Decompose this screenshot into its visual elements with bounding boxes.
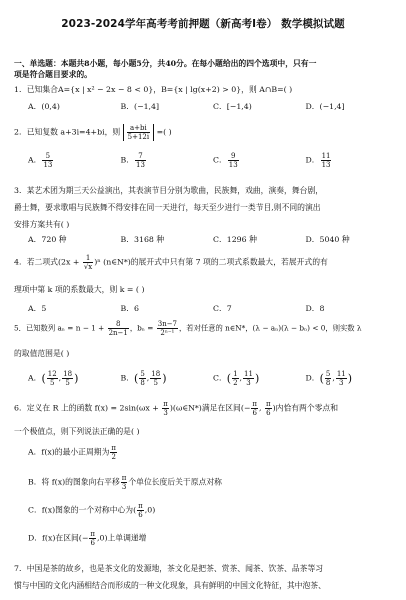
option-c (213, 152, 306, 169)
question-7-line1: 7．中国是茶的故乡，也是茶文化的发源地，茶文化是把茶、赏茶、闻茶、饮茶、品茶等习 (14, 564, 324, 573)
option-d: D．( $\frac{5}{8}$ , $\frac{11}{3}$ ) (305, 370, 353, 387)
fraction-num: 5 (140, 370, 145, 378)
fraction-num: 18 (63, 370, 73, 378)
option-text: D．f(x)在区间(− (28, 533, 89, 543)
q6-part-c: , (259, 403, 264, 413)
option-label: C． (213, 373, 227, 383)
fraction (157, 320, 178, 337)
page-title: 2023-2024学年高考考前押题（新高考Ⅰ卷） 数学模拟试题 (61, 18, 345, 30)
fraction-den: 6 (252, 409, 257, 417)
section-heading (14, 58, 394, 80)
fraction-den: 13 (321, 161, 331, 169)
question-4-line1 (14, 254, 396, 271)
fraction-num: π (252, 400, 258, 408)
question-3-stem (14, 182, 396, 233)
fraction-num: π (121, 474, 127, 482)
fraction-num: 8 (108, 320, 129, 329)
fraction-num: π (90, 530, 95, 538)
fraction-den: 3 (163, 409, 168, 417)
fraction (135, 152, 146, 169)
fraction-num: 1 (83, 254, 93, 263)
option-text: C．f(x)图象的一个对称中心为( (28, 505, 137, 515)
fraction-num: 11 (321, 152, 331, 160)
option-a: A．( $\frac{12}{5}$ , $\frac{18}{5}$ ) (28, 370, 79, 387)
option-label: B． (120, 373, 135, 383)
option-label: A． (28, 155, 42, 165)
option-b: B．3168 种 (120, 235, 165, 244)
q6-part-a: 6．定义在 R 上的函数 f(x) = 2sin(ωx + (14, 403, 162, 413)
fraction-den: 13 (136, 161, 145, 169)
fraction-den: 6 (138, 511, 143, 519)
q5-part-c: ，若对任意的 n∈N*，(λ − aₙ)(λ − bₙ) < 0，则实数 λ (179, 323, 362, 333)
question-6-option-c (28, 502, 398, 519)
fraction-num: π (111, 444, 116, 452)
q5-part-a: 5．已知数列 aₙ = n − 1 + (14, 323, 107, 333)
fraction-den: 3 (121, 483, 127, 491)
option-c: C．7 (213, 304, 232, 313)
question-3-line3: 安排方案共有( ) (14, 220, 70, 229)
question-2-prefix: 2．已知复数 a+3i=4+bi，则 (14, 127, 121, 137)
q5-part-b: ，bₙ = (129, 323, 156, 333)
question-5-line1 (14, 320, 396, 337)
fraction-den: 5 (153, 379, 158, 387)
question-6-option-a (28, 444, 398, 461)
option-b: B．(−1,4] (120, 102, 160, 111)
option-text-suffix: ,0) (144, 505, 156, 515)
fraction-den: 6 (90, 539, 95, 547)
fraction-den: 8 (325, 379, 331, 387)
fraction-num: 18 (151, 370, 161, 378)
option-d: D．(−1,4] (305, 102, 345, 111)
fraction-den: 6 (266, 409, 271, 417)
question-2-suffix: =( ) (156, 127, 172, 137)
question-3-line1: 3．某艺术团为期三天公益演出，其表演节目分别为歌曲，民族舞，戏曲，演奏，舞台剧， (14, 186, 324, 195)
question-2-stem (14, 124, 396, 141)
q6-part-b: )(ω∈N*)满足在区间(− (169, 403, 251, 413)
question-4-mid: )ⁿ (n∈N*)的展开式中只有第 7 项的二项式系数最大，若展开式的有 (94, 257, 328, 267)
option-a: A．(0,4) (28, 102, 60, 111)
option-text: A．f(x)的最小正周期为 (28, 447, 110, 457)
fraction-den: 5+12i (127, 133, 150, 141)
option-b (121, 152, 214, 169)
question-6-line2: 一个极值点，则下列说法正确的是( ) (14, 427, 140, 436)
fraction-num: 1 (233, 370, 238, 378)
option-b: B．( $\frac{5}{8}$ , $\frac{18}{5}$ ) (120, 370, 167, 387)
fraction-num: 11 (244, 370, 253, 378)
question-1-stem: 1．已知集合A={x | x² − 2x − 8 < 0}，B={x | lg(x+2) > 0}，则 A∩B=( ) (14, 85, 293, 94)
option-text-suffix: 个单位长度后关于原点对称 (128, 477, 222, 487)
question-5-options (28, 370, 398, 387)
fraction-den: 13 (228, 161, 238, 169)
q6-part-d: )内恰有两个零点和 (272, 403, 339, 413)
question-2-options (28, 152, 398, 169)
question-1-options (28, 102, 398, 111)
fraction-den: 5 (49, 379, 55, 387)
question-7-line2: 惯与中国的文化内涵相结合而形成的一种文化现象，具有鲜明的中国文化特征，其中泡茶、 (14, 581, 326, 590)
option-label: D． (305, 155, 320, 165)
option-text-suffix: ,0)上单调递增 (97, 533, 147, 543)
option-a (28, 152, 121, 169)
fraction (42, 152, 53, 169)
fraction-num: π (266, 400, 271, 408)
question-6-option-d (28, 530, 398, 547)
fraction-den: 13 (43, 161, 53, 169)
fraction-num: 11 (336, 370, 346, 378)
fraction (228, 152, 239, 169)
section-heading-line2: 项是符合题目要求的。 (14, 70, 92, 79)
option-label: B． (120, 155, 135, 165)
option-label: A． (28, 373, 42, 383)
fraction-num: 5 (325, 370, 331, 378)
fraction-num: π (163, 400, 168, 408)
modulus-bars (123, 124, 154, 141)
option-d: D．5040 种 (305, 235, 350, 244)
fraction-den: 2n−1 (108, 329, 128, 337)
question-7-stem (14, 560, 396, 594)
option-label: D． (305, 373, 320, 383)
fraction-den: 2 (233, 379, 238, 387)
question-4-prefix: 4．若二项式(2x + (14, 257, 82, 267)
option-b: B．6 (120, 304, 139, 313)
fraction-den: 3 (339, 379, 344, 387)
fraction-num: 5 (42, 152, 53, 161)
fraction-num: a+bi (127, 124, 150, 133)
question-6-line1 (14, 400, 396, 417)
option-a: A．5 (28, 304, 47, 313)
fraction-den: 5 (65, 379, 70, 387)
question-3-options (28, 235, 398, 244)
fraction-den: 2 (111, 453, 116, 461)
option-label: C． (213, 155, 227, 165)
fraction-num: 7 (135, 152, 146, 161)
fraction-den: 2ⁿ⁻¹ (160, 329, 175, 337)
fraction (321, 152, 332, 169)
option-c: C．[−1,4) (213, 102, 252, 111)
fraction-num: 3n−7 (157, 320, 178, 328)
question-6-option-b (28, 474, 398, 491)
fraction-num: 12 (47, 370, 57, 378)
section-heading-line1: 一、单选题：本题共8小题，每小题5分，共40分。在每小题给出的四个选项中，只有一 (14, 59, 317, 68)
question-4-line2: 理项中第 k 项的系数最大，则 k = ( ) (14, 285, 145, 294)
fraction (108, 320, 129, 337)
option-d: D．8 (305, 304, 325, 313)
fraction (83, 254, 93, 271)
option-d (306, 152, 399, 169)
option-text: B．将 f(x)的图象向右平移 (28, 477, 120, 487)
fraction-den: √x (83, 263, 93, 271)
fraction-den: 8 (140, 379, 145, 387)
option-c: C．( $\frac{1}{2}$ , $\frac{11}{3}$ ) (213, 370, 260, 387)
fraction-num: 9 (228, 152, 239, 161)
option-a: A．720 种 (28, 235, 67, 244)
question-5-line2: 的取值范围是( ) (14, 349, 70, 358)
option-c: C．1296 种 (213, 235, 257, 244)
fraction-num: π (138, 502, 143, 510)
fraction (127, 124, 150, 141)
question-3-line2: 爵士舞，要求歌唱与民族舞不得安排在同一天进行，每天至少进行一类节目,则不同的演出 (14, 203, 321, 212)
fraction-den: 3 (246, 379, 251, 387)
question-4-options (28, 304, 398, 313)
